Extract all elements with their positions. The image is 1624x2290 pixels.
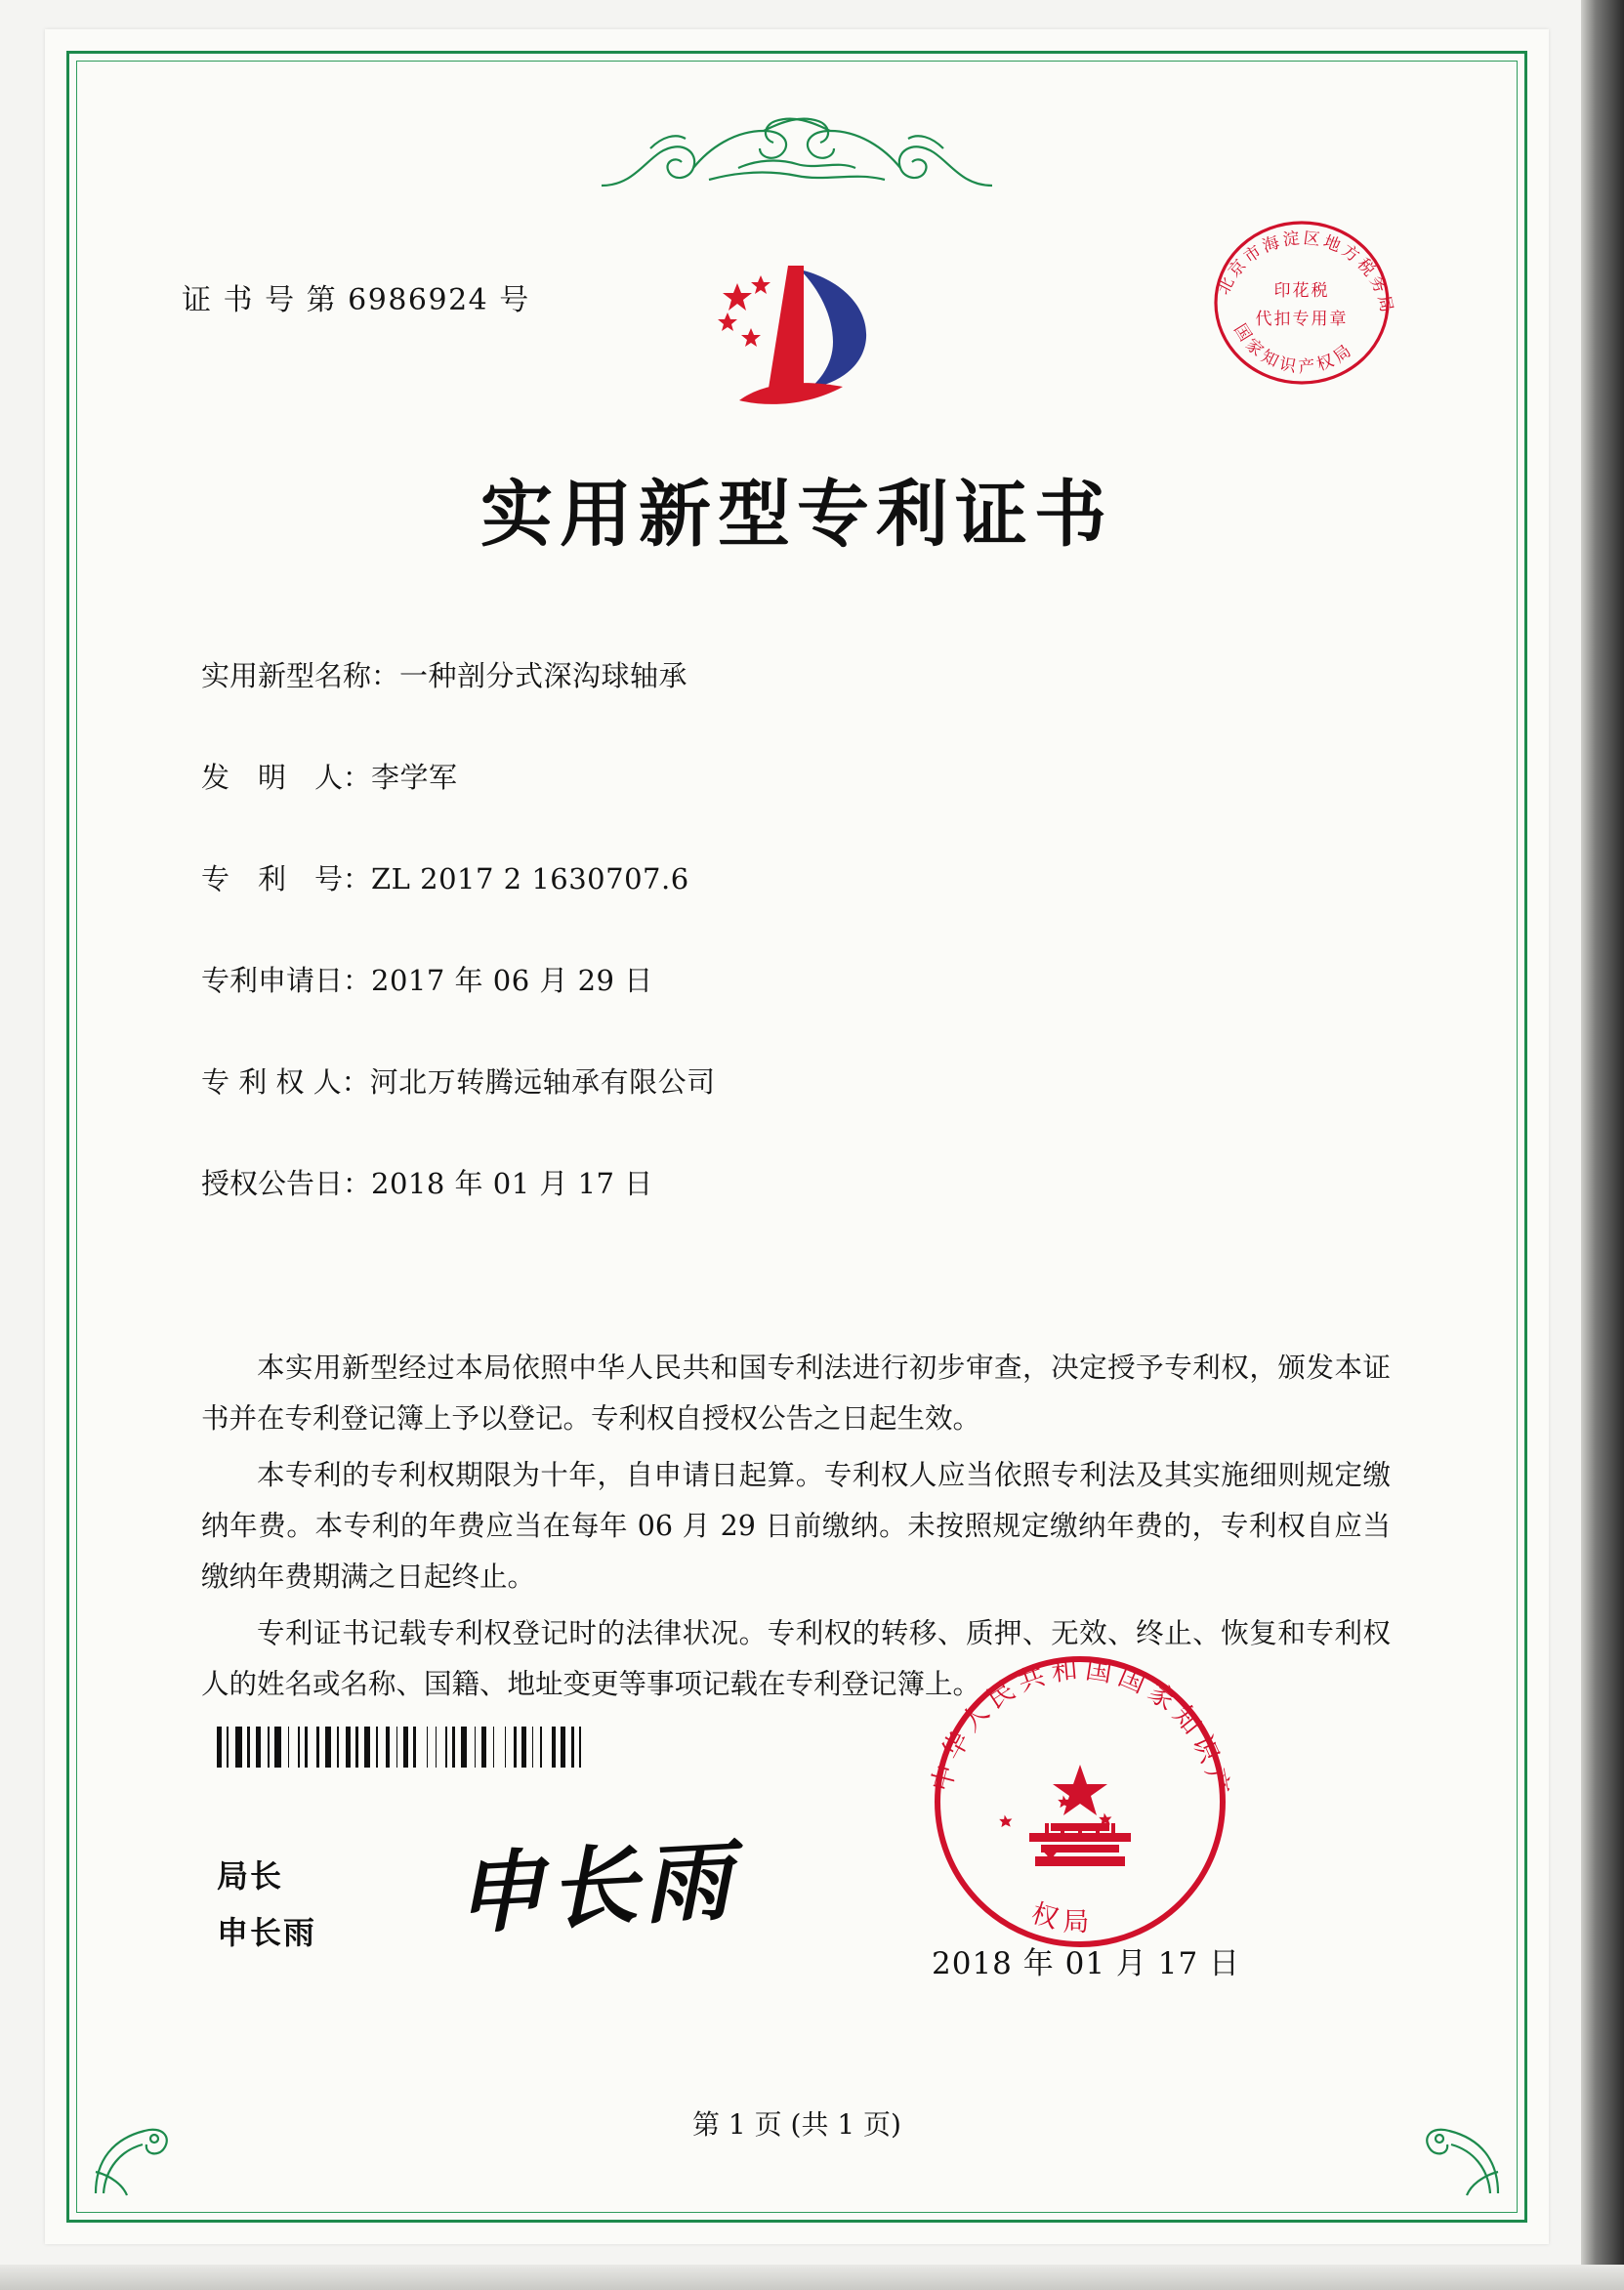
svg-text:国家知识产权局: 国家知识产权局 (1229, 320, 1358, 378)
barcode-bar (316, 1727, 319, 1768)
barcode-bar (552, 1727, 555, 1768)
barcode-bar (413, 1727, 416, 1768)
svg-text:印花税: 印花税 (1273, 281, 1330, 301)
svg-text:中华人民共和国国家知识产: 中华人民共和国国家知识产 (926, 1654, 1235, 1804)
barcode-bar (452, 1727, 455, 1768)
barcode-space (244, 1727, 246, 1768)
barcode-bar (540, 1727, 542, 1768)
handwritten-signature: 申长雨 (452, 1828, 739, 1947)
barcode-bar (532, 1727, 534, 1768)
barcode-space (302, 1727, 304, 1768)
barcode-space (438, 1727, 443, 1768)
field-value: 2017 年 06 月 29 日 (371, 964, 653, 997)
field-label: 专 利 号： (201, 862, 372, 895)
barcode-bar (256, 1727, 261, 1768)
paragraph-register: 专利证书记载专利权登记时的法律状况。专利权的转移、质押、无效、终止、恢复和专利权人的姓名或名称、国籍、地址变更等事项记载在专利登记簿上。 (201, 1617, 1391, 1700)
tax-authority-seal (1202, 203, 1402, 403)
barcode-bar (305, 1727, 308, 1768)
field-label: 专 利 权 人： (201, 1065, 370, 1099)
barcode-space (544, 1727, 550, 1768)
barcode-bar (481, 1727, 486, 1768)
barcode-space (360, 1727, 362, 1768)
barcode-space (291, 1727, 296, 1768)
barcode-space (528, 1727, 530, 1768)
barcode-space (567, 1727, 569, 1768)
scanner-edge-right (1581, 0, 1624, 2290)
field-label: 专利申请日： (201, 964, 372, 997)
barcode-space (430, 1727, 433, 1768)
barcode-bar (571, 1727, 574, 1768)
ornament-top (592, 109, 1002, 197)
barcode-space (263, 1727, 266, 1768)
barcode-space (333, 1727, 335, 1768)
cnipa-logo (694, 256, 899, 417)
barcode-bar (337, 1727, 339, 1768)
barcode-bar (475, 1727, 477, 1768)
barcode-bar (386, 1727, 389, 1768)
barcode-space (457, 1727, 459, 1768)
barcode-space (410, 1727, 412, 1768)
field-application-date (201, 959, 1353, 999)
field-value: ZL 2017 2 1630707.6 (371, 862, 689, 895)
barcode-bar (355, 1727, 358, 1768)
barcode-bar (227, 1727, 229, 1768)
barcode-space (399, 1727, 401, 1768)
svg-text:北京市海淀区地方税务局: 北京市海淀区地方税务局 (1213, 229, 1397, 317)
barcode-bar (298, 1727, 300, 1768)
barcode-space (478, 1727, 479, 1768)
barcode-space (558, 1727, 560, 1768)
barcode-space (283, 1727, 286, 1768)
certificate-number: 证 书 号 第 6986924 号 (182, 283, 530, 317)
director-name: 申长雨 (217, 1914, 317, 1951)
barcode-space (252, 1727, 254, 1768)
barcode-space (519, 1727, 521, 1768)
barcode-space (418, 1727, 424, 1768)
barcode-bar (505, 1727, 507, 1768)
barcode-space (449, 1727, 451, 1768)
field-label: 授权公告日： (201, 1167, 372, 1200)
barcode-bar (217, 1727, 222, 1768)
field-inventor (201, 756, 1353, 796)
paragraph-grant: 本实用新型经过本局依照中华人民共和国专利法进行初步审查，决定授予专利权，颁发本证书并在专利登记簿上予以登记。专利权自授权公告之日起生效。 (201, 1352, 1391, 1435)
cnipa-official-seal (924, 1645, 1236, 1958)
field-value: 李学军 (371, 761, 458, 794)
barcode-space (535, 1727, 538, 1768)
barcode-bar (579, 1727, 581, 1768)
svg-text:权局: 权局 (1027, 1897, 1098, 1938)
field-label: 发 明 人： (201, 761, 372, 794)
svg-text:代扣专用章: 代扣专用章 (1255, 310, 1349, 329)
barcode-bar (521, 1727, 526, 1768)
scanner-edge-bottom (0, 2265, 1624, 2290)
barcode-bar (561, 1727, 565, 1768)
barcode-bar (247, 1727, 250, 1768)
barcode-bar (445, 1727, 447, 1768)
barcode-space (310, 1727, 314, 1768)
barcode-bar (461, 1727, 467, 1768)
director-title: 局长 (217, 1857, 284, 1894)
barcode-space (508, 1727, 511, 1768)
barcode-bar (376, 1727, 378, 1768)
barcode-bar (364, 1727, 370, 1768)
barcode-bar (325, 1727, 331, 1768)
field-label: 实用新型名称： (201, 659, 400, 692)
barcode-space (469, 1727, 472, 1768)
field-value: 一种剖分式深沟球轴承 (399, 659, 688, 692)
barcode-bar (436, 1727, 437, 1768)
barcode-bar (274, 1727, 280, 1768)
field-value: 河北万转腾远轴承有限公司 (369, 1065, 716, 1099)
barcode-space (372, 1727, 374, 1768)
barcode-space (488, 1727, 491, 1768)
barcode-space (224, 1727, 226, 1768)
barcode-bar (514, 1727, 517, 1768)
page-number-footer: 第 1 页 (共 1 页) (692, 2108, 901, 2141)
barcode-space (496, 1727, 502, 1768)
field-utility-model-name (201, 654, 1353, 694)
barcode-space (576, 1727, 578, 1768)
barcode-bar (403, 1727, 408, 1768)
field-patentee (201, 1061, 1353, 1101)
field-patent-number (201, 857, 1353, 897)
barcode-bar (268, 1727, 270, 1768)
field-value: 2018 年 01 月 17 日 (371, 1167, 653, 1200)
barcode-bar (235, 1727, 241, 1768)
barcode-space (321, 1727, 323, 1768)
field-list (201, 654, 1353, 1264)
page-title: 实用新型专利证书 (480, 473, 1113, 557)
signature-labels (217, 1848, 316, 1961)
barcode-bar (346, 1727, 351, 1768)
barcode-space (380, 1727, 385, 1768)
barcode-space (230, 1727, 233, 1768)
barcode-bar (427, 1727, 429, 1768)
paragraph-term-and-fees: 本专利的专利权期限为十年，自申请日起算。专利权人应当依照专利法及其实施细则规定缴纳年费。本专利的年费应当在每年 06 月 29 日前缴纳。未按照规定缴纳年费的，专利权自应当缴纳年费期满之日起终止。 (201, 1459, 1391, 1593)
barcode-space (341, 1727, 344, 1768)
certificate-barcode (217, 1727, 621, 1768)
barcode-bar (396, 1727, 398, 1768)
field-grant-announcement-date (201, 1162, 1353, 1202)
barcode-bar (288, 1727, 290, 1768)
barcode-space (353, 1727, 354, 1768)
barcode-space (583, 1727, 588, 1768)
barcode-space (271, 1727, 273, 1768)
barcode-bar (493, 1727, 495, 1768)
barcode-space (392, 1727, 395, 1768)
certificate-page (45, 29, 1549, 2244)
seal-date: 2018 年 01 月 17 日 (932, 1946, 1241, 1981)
